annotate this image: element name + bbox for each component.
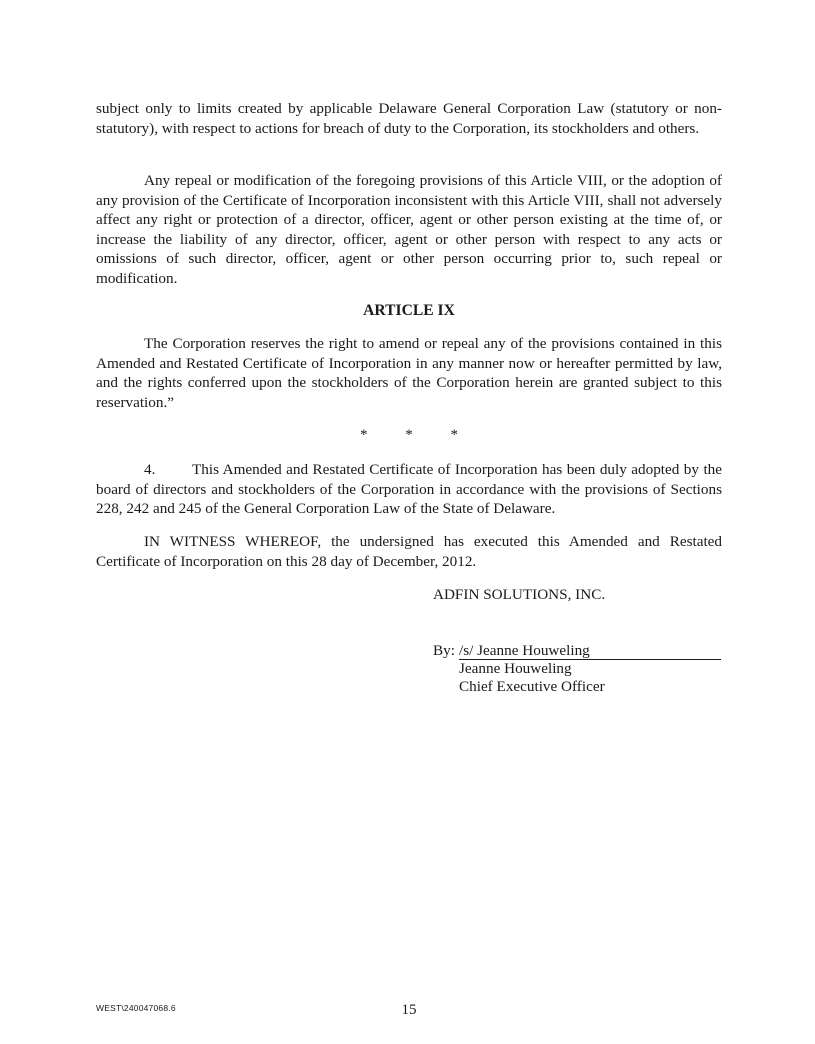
paragraph-number: 4.: [144, 461, 156, 478]
paragraph-in-witness-whereof: [96, 532, 722, 571]
section-separator-asterisks: * * *: [360, 427, 458, 443]
paragraph-text: [96, 460, 722, 519]
paragraph-body: This Amended and Restated Certificate of Incorporation has been duly adopted by the board of directors and stockholders of the Corporation in accordance with the provisions of Sections 228, 242 and 245 of the General Corporation Law of the State of Delaware.: [96, 461, 722, 517]
paragraph-adoption: [96, 460, 722, 519]
signer-title: Chief Executive Officer: [459, 678, 605, 695]
signature-conformed: /s/ Jeanne Houweling: [459, 642, 721, 660]
paragraph-limits-of-liability: [96, 99, 722, 138]
signature-by-label: By:: [433, 642, 455, 659]
paragraph-repeal-article-viii: [96, 171, 722, 288]
paragraph-text: The Corporation reserves the right to amend or repeal any of the provisions contained in this Amended and Restated Certificate of Incorporation in any manner now or hereafter permitted by law, and the rights conferred upon the stockholders of the Corporation herein are granted subject to this reservation.”: [96, 335, 722, 411]
article-heading: ARTICLE IX: [363, 302, 455, 319]
signer-name: Jeanne Houweling: [459, 660, 572, 677]
paragraph-amendment-reservation: [96, 334, 722, 412]
document-id: WEST\240047068.6: [96, 1003, 176, 1013]
company-name: ADFIN SOLUTIONS, INC.: [433, 586, 606, 603]
paragraph-text: IN WITNESS WHEREOF, the undersigned has executed this Amended and Restated Certificate of Incorporation on this 28 day of December, 2012.: [96, 533, 722, 570]
paragraph-text: Any repeal or modification of the foregoing provisions of this Article VIII, or the adoption of any provision of the Certificate of Incorporation inconsistent with this Article VIII, shall not adversely affect any right or protection of a director, officer, agent or other person existing at the time of, or increase the liability of any director, officer, agent or other person with respect to any acts or omissions of such director, officer, agent or other person occurring prior to, such repeal or modification.: [96, 172, 722, 287]
page-number: 15: [401, 1002, 417, 1018]
paragraph-text: subject only to limits created by applicable Delaware General Corporation Law (statutory or non-statutory), with respect to actions for breach of duty to the Corporation, its stockholders and others.: [96, 100, 722, 137]
signature-line: [433, 641, 723, 661]
